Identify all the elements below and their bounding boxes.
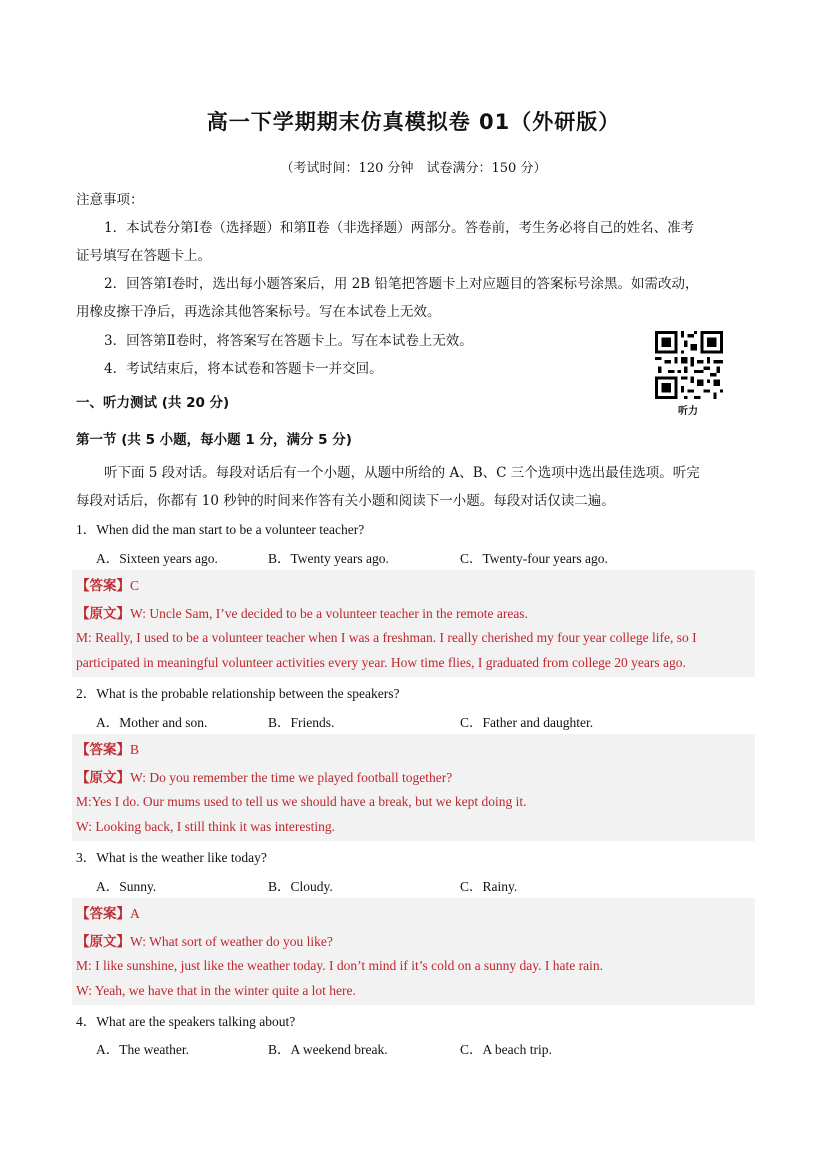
q3-answer-line — [76, 902, 140, 922]
source-tag: 【原文】 — [76, 934, 130, 950]
q2-source-line-1 — [76, 766, 452, 786]
q1-option-b[interactable]: B．Twenty years ago. — [268, 551, 389, 566]
note-3: 3．回答第Ⅱ卷时，将答案写在答题卡上。写在本试卷上无效。 — [104, 333, 473, 349]
q1-transcript-3: participated in meaningful volunteer activities every year. How time flies, I graduated from college 20 years ago. — [76, 655, 686, 670]
question-2: 2．What is the probable relationship between the speakers? — [76, 686, 400, 701]
q2-answer-line — [76, 738, 139, 758]
q2-answer: B — [130, 742, 140, 757]
q2-transcript-3: W: Looking back, I still think it was interesting. — [76, 819, 335, 834]
note-4: 4．考试结束后，将本试卷和答题卡一并交回。 — [104, 361, 383, 377]
q1-answer-block — [72, 570, 755, 677]
q3-transcript-1: W: What sort of weather do you like? — [130, 934, 333, 949]
page-title: 高一下学期期末仿真模拟卷 01（外研版） — [206, 110, 621, 134]
q2-transcript-1: W: Do you remember the time we played football together? — [130, 770, 453, 785]
q3-source-line-1 — [76, 930, 333, 950]
note-2a: 2．回答第Ⅰ卷时，选出每小题答案后，用 2B 铅笔把答题卡上对应题目的答案标号涂黑。如需改动， — [104, 276, 699, 292]
q3-answer-block — [72, 898, 755, 1005]
q1-answer-line — [76, 574, 139, 594]
q1-transcript-2: M: Really, I used to be a volunteer teacher when I was a freshman. I really cherished my four year college life, so I — [76, 630, 697, 645]
q3-transcript-2: M: I like sunshine, just like the weather today. I don’t mind if it’s cold on a sunny day. I hate rain. — [76, 958, 604, 973]
q2-option-b[interactable]: B．Friends. — [268, 715, 335, 730]
q3-option-b[interactable]: B．Cloudy. — [268, 879, 333, 894]
qr-code-icon[interactable] — [655, 331, 723, 399]
part-heading: 第一节 (共 5 小题，每小题 1 分，满分 5 分) — [76, 432, 352, 448]
answer-tag: 【答案】 — [76, 578, 130, 594]
q1-source-line-1 — [76, 602, 528, 622]
q4-option-b[interactable]: B．A weekend break. — [268, 1042, 388, 1057]
q3-option-c[interactable]: C．Rainy. — [460, 879, 518, 894]
note-1b: 证号填写在答题卡上。 — [76, 248, 211, 264]
q1-answer: C — [130, 578, 140, 593]
q4-option-c[interactable]: C．A beach trip. — [460, 1042, 552, 1057]
notes-heading: 注意事项： — [76, 192, 144, 208]
question-3: 3．What is the weather like today? — [76, 850, 267, 865]
q1-option-a[interactable]: A．Sixteen years ago. — [96, 551, 218, 566]
q3-transcript-3: W: Yeah, we have that in the winter quite a lot here. — [76, 983, 356, 998]
question-1: 1．When did the man start to be a volunteer teacher? — [76, 522, 365, 537]
instruction-2: 每段对话后，你都有 10 秒钟的时间来作答有关小题和阅读下一小题。每段对话仅读二遍。 — [76, 493, 615, 509]
exam-info: （考试时间：120 分钟 试卷满分：150 分） — [280, 161, 547, 176]
answer-tag: 【答案】 — [76, 742, 130, 758]
source-tag: 【原文】 — [76, 770, 130, 786]
q2-answer-block — [72, 734, 755, 841]
q2-option-c[interactable]: C．Father and daughter. — [460, 715, 594, 730]
q2-transcript-2: M:Yes I do. Our mums used to tell us we should have a break, but we kept doing it. — [76, 794, 527, 809]
instruction-1: 听下面 5 段对话。每段对话后有一个小题，从题中所给的 A、B、C 三个选项中选出最佳选项。听完 — [104, 465, 700, 481]
q4-option-a[interactable]: A．The weather. — [96, 1042, 189, 1057]
source-tag: 【原文】 — [76, 606, 130, 622]
answer-tag: 【答案】 — [76, 906, 130, 922]
q1-transcript-1: W: Uncle Sam, I’ve decided to be a volunteer teacher in the remote areas. — [130, 606, 528, 621]
note-2b: 用橡皮擦干净后，再选涂其他答案标号。写在本试卷上无效。 — [76, 304, 441, 320]
q2-option-a[interactable]: A．Mother and son. — [96, 715, 208, 730]
qr-label: 听力 — [678, 406, 698, 417]
question-4: 4．What are the speakers talking about? — [76, 1014, 296, 1029]
section-heading: 一、听力测试 (共 20 分) — [76, 395, 230, 411]
q3-option-a[interactable]: A．Sunny. — [96, 879, 157, 894]
q1-option-c[interactable]: C．Twenty-four years ago. — [460, 551, 608, 566]
note-1a: 1．本试卷分第Ⅰ卷（选择题）和第Ⅱ卷（非选择题）两部分。答卷前，考生务必将自己的姓名、准考 — [104, 220, 695, 236]
q3-answer: A — [130, 906, 140, 921]
